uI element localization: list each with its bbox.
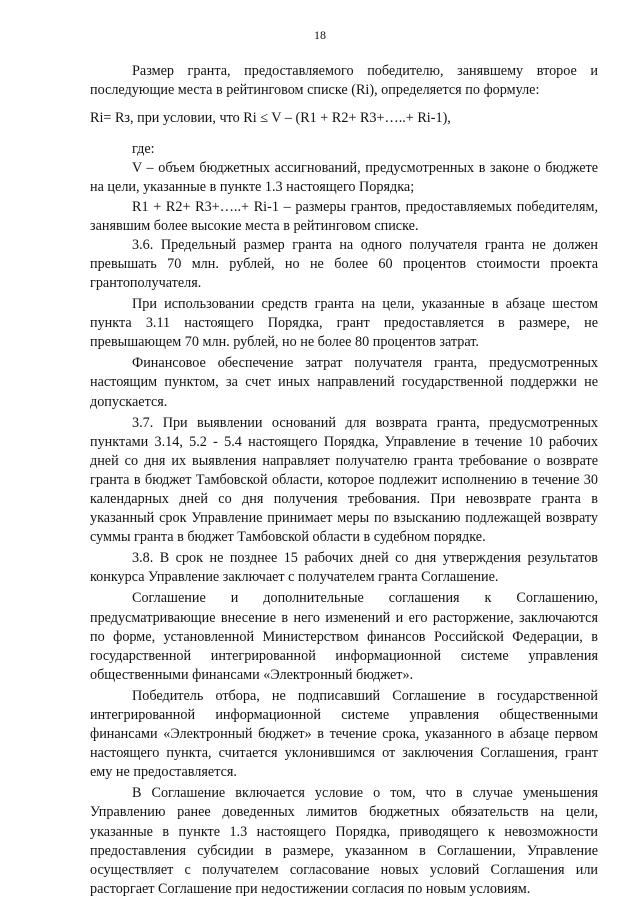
paragraph-grant-usage: При использовании средств гранта на цели, указанные в абзаце шестом пункта 3.11 настоящего Порядка, грант предоставляется в размере, не превышающем 70 млн. рублей, но не более 80 процентов затрат. xyxy=(90,296,598,351)
paragraph-winner-refusal: Победитель отбора, не подписавший Соглашение в государственной интегрированной информационной системе управления общественными финансами «Электронный бюджет» в течение срока, указанного в абзаце первом настоящего пункта, считается уклонившимся от заключения Соглашения, грант ему не предоставляется. xyxy=(90,687,598,781)
paragraph-3-8: 3.8. В срок не позднее 15 рабочих дней со дня утверждения результатов конкурса Управление заключает с получателем гранта Соглашение. xyxy=(90,550,598,586)
paragraph-agreement-condition: В Соглашение включается условие о том, что в случае уменьшения Управлению ранее доведенных лимитов бюджетных обязательств на цели, указанные в пункте 1.3 настоящего Порядка, приводящего к невозможности предоставления субсидии в размере, указанном в Соглашении, Управление осуществляет с получателем согласование новых условий Соглашения или расторгает Соглашение при недостижении согласия по новым условиям. xyxy=(90,785,598,897)
document-body xyxy=(90,62,598,899)
paragraph-3-6: 3.6. Предельный размер гранта на одного получателя гранта не должен превышать 70 млн. рублей, но не более 60 процентов стоимости проекта грантополучателя. xyxy=(90,236,598,291)
paragraph-financial-support: Финансовое обеспечение затрат получателя гранта, предусмотренных настоящим пунктом, за счет иных направлений государственной поддержки не допускается. xyxy=(90,355,598,410)
paragraph-3-7: 3.7. При выявлении оснований для возврата гранта, предусмотренных пунктами 3.14, 5.2 - 5.4 настоящего Порядка, Управление в течение 10 рабочих дней со дня их выявления направляет получателю гранта требование о возврате гранта в бюджет Тамбовской области, которое подлежит исполнению в течение 30 календарных дней со дня получения требования. При невозврате гранта в указанный срок Управление принимает меры по взысканию подлежащей возврату суммы гранта в бюджет Тамбовской области в судебном порядке. xyxy=(90,414,598,546)
paragraph-grant-size-intro: Размер гранта, предоставляемого победителю, занявшему второе и последующие места в рейтинговом списке (Ri), определяется по формуле: xyxy=(90,63,598,99)
formula-line: Ri= Rз, при условии, что Ri ≤ V – (R1 + R2+ R3+…..+ Ri-1), xyxy=(90,110,451,127)
paragraph-agreement-form: Соглашение и дополнительные соглашения к Соглашению, предусматривающие внесение в него изменений и его расторжение, заключаются по форме, установленной Министерством финансов Российской Федерации, в государственной интегрированной информационной системе управления общественными финансами «Электронный бюджет». xyxy=(90,590,598,683)
paragraph-definition-v: V – объем бюджетных ассигнований, предусмотренных в законе о бюджете на цели, указанные в пункте 1.3 настоящего Порядка; xyxy=(90,160,598,196)
paragraph-definition-r: R1 + R2+ R3+…..+ Ri-1 – размеры грантов, предоставляемых победителям, занявшим более высокие места в рейтинговом списке. xyxy=(90,198,598,234)
page-number: 18 xyxy=(314,28,326,42)
paragraph-where: где: xyxy=(132,141,155,158)
